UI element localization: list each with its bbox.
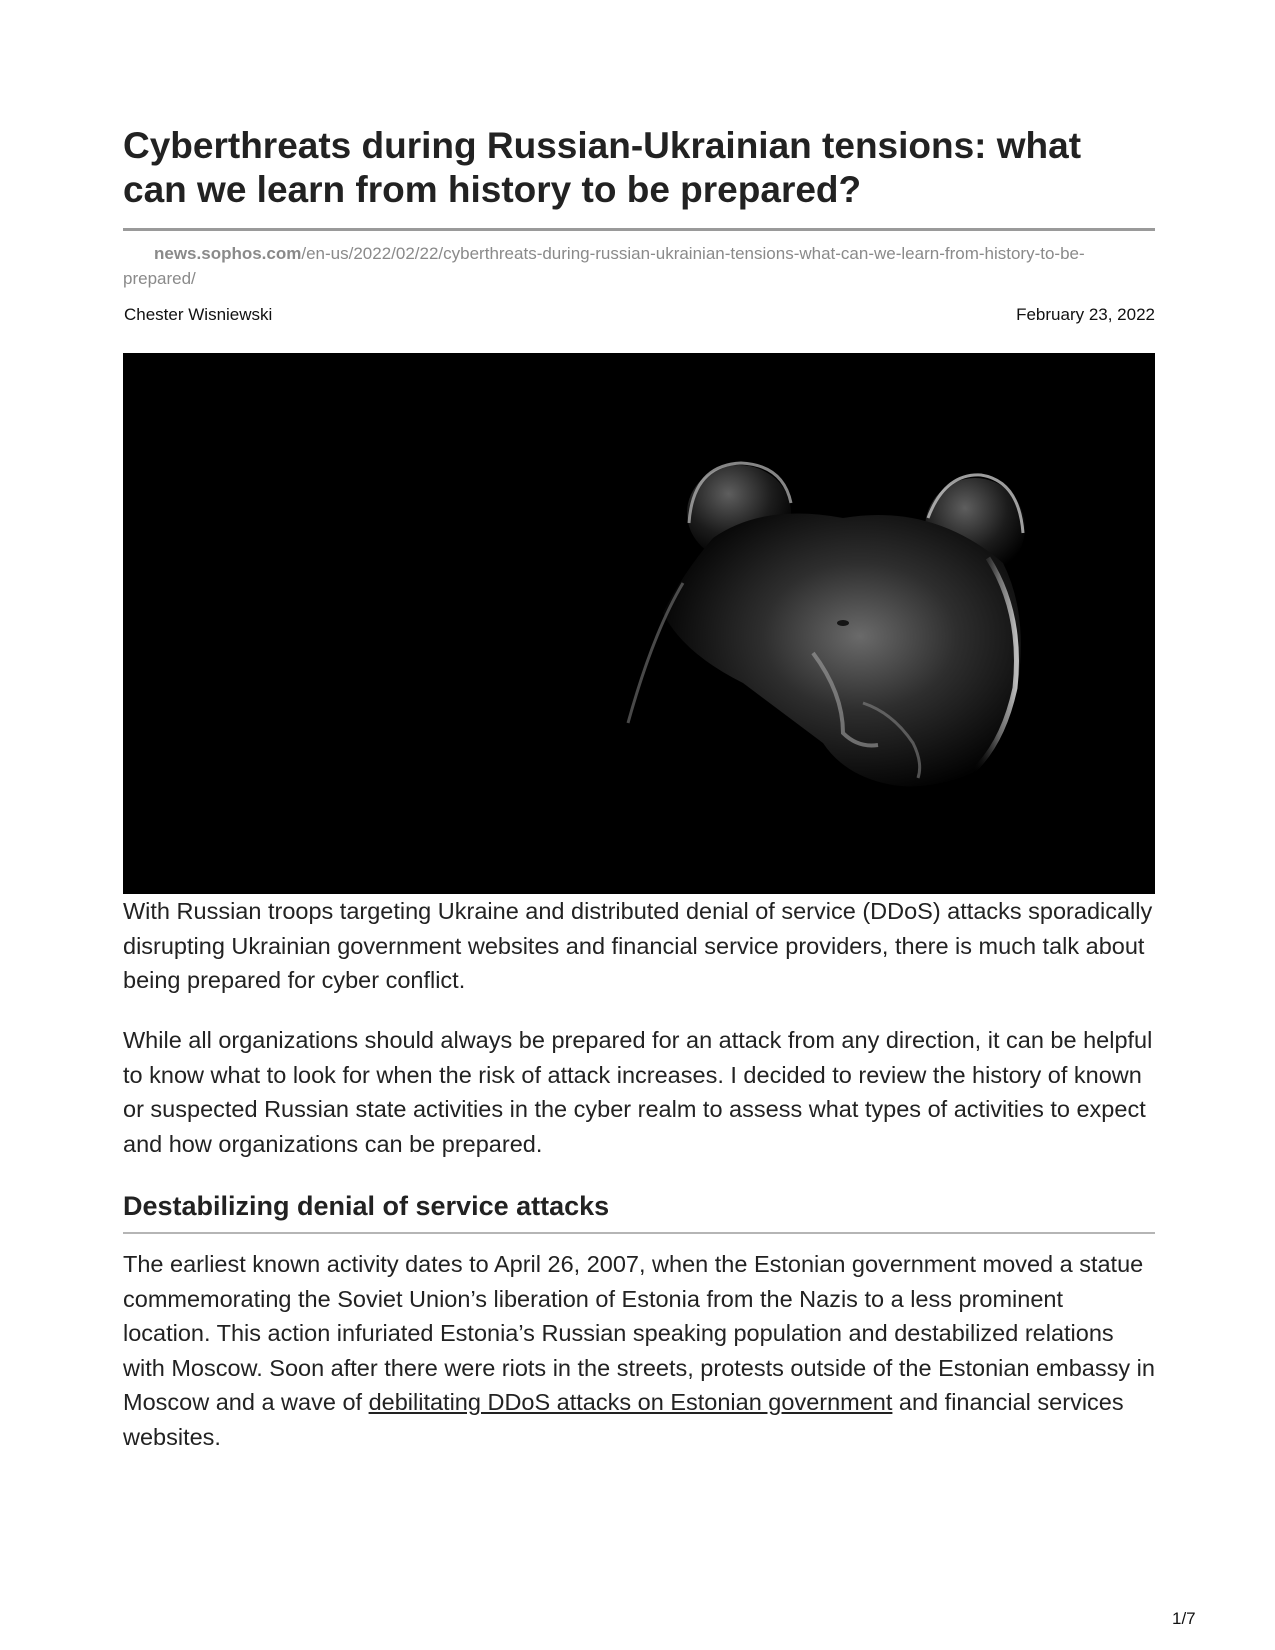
section-divider	[123, 1232, 1155, 1234]
paragraph-estonia-text: The earliest known activity dates to April 26, 2007, when the Estonian government moved a statue commemorating the Soviet Union’s liberation of Estonia from the Nazis to a less prominent location. This action infuriated Estonia’s Russian speaking population and destabilized relations with Moscow. Soon after there were riots in the streets, protests outside of the Estonian embassy in Moscow and a wave of	[123, 1251, 1155, 1415]
section-heading: Destabilizing denial of service attacks	[123, 1191, 610, 1221]
page-number: 1/7	[1172, 1609, 1196, 1628]
hero-image-bear	[123, 353, 1155, 894]
article-title: Cyberthreats during Russian-Ukrainian tensions: what can we learn from history to be prepared?	[123, 125, 1082, 210]
source-domain[interactable]: news.sophos.com	[154, 244, 302, 263]
paragraph-preparation: While all organizations should always be prepared for an attack from any direction, it can be helpful to know what to look for when the risk of attack increases. I decided to review the history of known or suspected Russian state activities in the cyber realm to assess what types of activities to expect and how organizations can be prepared.	[123, 1027, 1153, 1157]
bear-image-icon	[123, 353, 1155, 894]
source-path[interactable]: /en-us/2022/02/22/cyberthreats-during-russian-ukrainian-tensions-what-can-we-learn-from-history-to-be-prepared/	[123, 244, 1085, 288]
paragraph-estonia-tail: and financial services websites.	[123, 1389, 1124, 1450]
paragraph-estonia	[123, 1247, 1155, 1454]
title-divider	[123, 228, 1155, 231]
paragraph-intro: With Russian troops targeting Ukraine and distributed denial of service (DDoS) attacks sporadically disrupting Ukrainian government websites and financial service providers, there is much talk about being prepared for cyber conflict.	[123, 898, 1153, 993]
author-name: Chester Wisniewski	[124, 305, 273, 324]
ddos-estonia-link[interactable]: debilitating DDoS attacks on Estonian government	[368, 1389, 893, 1415]
source-url[interactable]	[123, 241, 1155, 291]
publish-date: February 23, 2022	[1016, 305, 1155, 324]
